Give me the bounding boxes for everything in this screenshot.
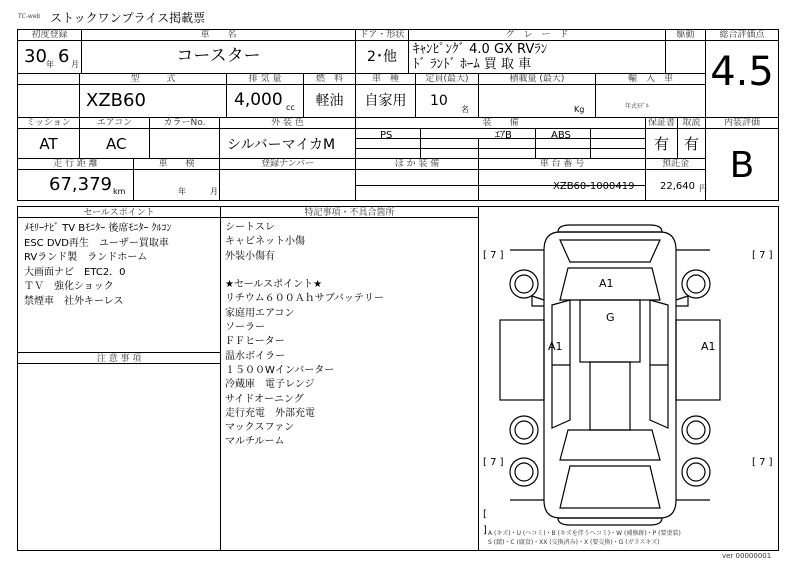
special-note-line: キャビネット小傷 xyxy=(225,236,305,248)
payload-label: 積載量 (最大) xyxy=(509,74,565,84)
damage-mark-left: A1 xyxy=(548,340,563,353)
inspection-year-unit: 年 xyxy=(178,187,186,196)
km-unit: km xyxy=(113,187,126,196)
aircon-label: エアコン xyxy=(96,118,133,128)
equip-airbag: ｴｱB xyxy=(495,130,512,141)
sales-point-line: 大画面ナビ ETC2．0 xyxy=(24,266,126,278)
exterior-color: シルバーマイカM xyxy=(227,137,336,153)
special-note-line: サイドオーニング xyxy=(225,393,304,405)
bracket-top-right: [ 7 ] xyxy=(752,250,773,261)
total-score: 4.5 xyxy=(710,49,774,95)
import-label: 輸 入 車 xyxy=(627,74,673,84)
special-note-line: ★セールスポイント★ xyxy=(225,279,323,291)
fuel-label: 燃 料 xyxy=(315,74,343,84)
fuel: 軽油 xyxy=(315,93,344,109)
sales-points-header: セールスポイント xyxy=(83,208,155,218)
special-note-line: マルチルーム xyxy=(225,436,285,448)
sales-point-line: RVランド製 ランドホーム xyxy=(24,252,148,263)
bracket-top-left: [ 7 ] xyxy=(483,250,504,261)
special-note-line: マックスファン xyxy=(225,422,295,434)
manual-label: 取説 xyxy=(682,118,701,128)
special-note-line: 家庭用エアコン xyxy=(225,307,295,319)
door-shape: 2･他 xyxy=(367,49,397,65)
sales-point-line: ＴＶ 強化ショック xyxy=(24,281,114,292)
score-label: 総合評価点 xyxy=(719,30,765,40)
car-name: コースター xyxy=(176,46,261,66)
interior-score: B xyxy=(729,145,755,186)
special-note-line: 温水ボイラー xyxy=(225,350,285,362)
sales-point-line: ﾒﾓﾘｰﾅﾋﾞ TV Bﾓﾆﾀｰ 後席ﾓﾆﾀｰ ｸﾙｺﾝ xyxy=(24,223,172,234)
displacement: 4,000 xyxy=(234,90,283,110)
yen-unit: 円 xyxy=(699,184,707,193)
capacity: 10 xyxy=(430,93,448,109)
damage-mark-roof: A1 xyxy=(599,277,614,290)
car-name-label: 車 名 xyxy=(200,30,237,40)
inspection-month-unit: 月 xyxy=(210,187,218,196)
grade-line2: ﾄﾞ ﾗﾝﾄﾞ ﾎｰﾑ 買 取 車 xyxy=(413,57,532,72)
capacity-unit: 名 xyxy=(461,105,469,114)
cc-unit: cc xyxy=(286,103,295,112)
deposit-label: 預託金 xyxy=(661,159,689,169)
mission-label: ミッション xyxy=(26,118,71,128)
special-note-line: 走行充電 外部充電 xyxy=(225,407,315,419)
page-title: ストックワンプライス掲載票 xyxy=(50,11,206,25)
bracket-bottom: [ xyxy=(483,509,487,520)
deposit: 22,640 xyxy=(660,181,695,192)
equipment-label: 装 備 xyxy=(482,118,519,128)
version-label: ver 00000001 xyxy=(722,552,772,560)
damage-mark-right: A1 xyxy=(701,340,716,353)
color-no-label: カラーNo. xyxy=(163,118,206,128)
bracket-bottom-close: ] xyxy=(483,525,487,536)
chassis-number: XZB60-1000419 xyxy=(553,181,635,192)
manual: 有 xyxy=(683,135,699,153)
damage-mark-glass: G xyxy=(606,311,615,324)
grade-label: グ レ ー ド xyxy=(505,30,569,40)
special-note-line: １５００Wインバーター xyxy=(225,364,335,376)
model-year-label: 年式ﾓﾃﾞﾙ xyxy=(625,103,650,110)
notes-header: 注 意 事 項 xyxy=(96,354,142,364)
special-notes-header: 特記事項・不具合箇所 xyxy=(304,208,395,218)
sales-point-line: 禁煙車 社外キーレス xyxy=(24,295,124,307)
mission: AT xyxy=(39,135,58,153)
category-label: 車 種 xyxy=(371,74,399,84)
warranty: 有 xyxy=(653,135,669,153)
year-unit: 年 xyxy=(46,60,54,69)
special-note-line: 外装小傷有 xyxy=(225,250,275,262)
vehicle-category: 自家用 xyxy=(364,93,407,109)
interior-score-label: 内装評価 xyxy=(723,118,760,128)
capacity-label: 定員(最大) xyxy=(425,74,469,84)
model-code: XZB60 xyxy=(86,90,146,111)
special-note-line: シートスレ xyxy=(225,222,275,233)
bracket-bottom-left: [ 7 ] xyxy=(483,457,504,468)
mileage: 67,379 xyxy=(49,174,112,195)
special-note-line: 冷蔵庫 電子レンジ xyxy=(225,379,315,391)
inspection-label: 車 検 xyxy=(158,159,195,169)
mileage-label: 走 行 距 離 xyxy=(53,159,98,169)
displacement-label: 排 気 量 xyxy=(248,74,282,84)
model-label: 型 式 xyxy=(130,74,176,84)
kg-unit: Kg xyxy=(574,105,585,114)
chassis-label: 車 台 番 号 xyxy=(539,159,585,169)
first-reg-year: 30 xyxy=(24,46,47,67)
plate-label: 登録ナンバー xyxy=(261,159,314,169)
special-note-line: ＦＦヒーター xyxy=(225,336,285,348)
exterior-color-label: 外 装 色 xyxy=(271,118,304,128)
other-equipment-label: ほ か 装 備 xyxy=(394,159,440,169)
drive-label: 駆動 xyxy=(676,30,695,40)
warranty-label: 保証書 xyxy=(647,118,675,128)
door-label: ドア・形状 xyxy=(359,30,405,40)
first-reg-month: 6 xyxy=(58,46,70,67)
special-note-line: ソーラー xyxy=(225,322,265,334)
bracket-bottom-right: [ 7 ] xyxy=(752,457,773,468)
sales-point-line: ESC DVD再生 ユーザー買取車 xyxy=(24,237,169,249)
aircon: AC xyxy=(106,135,127,153)
first-reg-label: 初度登録 xyxy=(31,30,68,40)
month-unit: 月 xyxy=(71,60,79,69)
equip-ps: PS xyxy=(380,130,393,141)
special-note-line: リチウム６００Ａｈサブバッテリー xyxy=(225,293,384,305)
tcweb-logo: TC-web xyxy=(18,13,41,20)
damage-legend-line2: S (錆)・C (腐食)・XX (交換済み)・X (要交換)・G (ガラスキズ) xyxy=(488,539,660,546)
grade-line1: ｷｬﾝﾋﾟﾝｸﾞ 4.0 GX RVﾗﾝ xyxy=(413,42,548,57)
damage-legend-line1: A (キズ)・U (ヘコミ)・B (キズを伴うヘコミ)・W (補修跡)・P (要塗装) xyxy=(488,530,681,537)
equip-abs: ABS xyxy=(551,130,571,141)
